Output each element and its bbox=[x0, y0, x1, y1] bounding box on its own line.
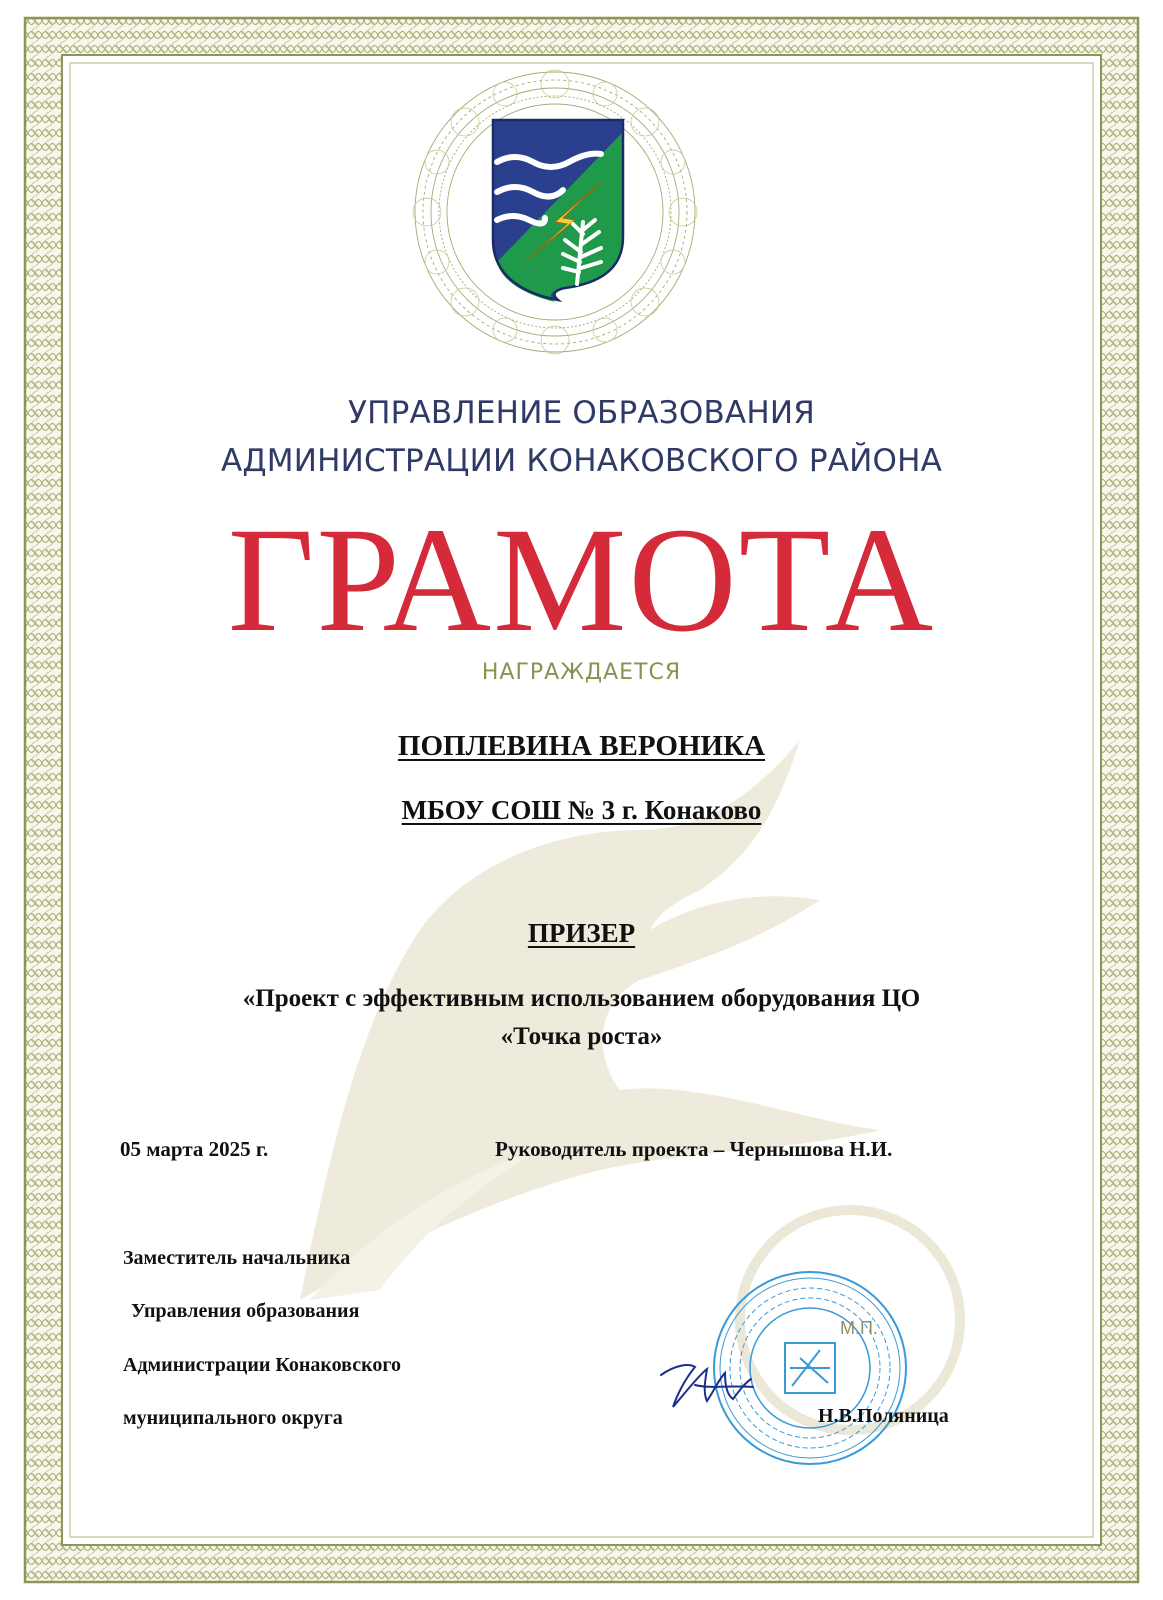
recipient-school-line bbox=[0, 795, 1163, 826]
seal-mark: М.П. bbox=[840, 1318, 878, 1338]
nomination-line-1: «Проект с эффективным использованием оборудования ЦО bbox=[242, 985, 921, 1012]
signatory-title-line-2: Управления образования bbox=[131, 1300, 360, 1322]
project-leader: Руководитель проекта – Чернышова Н.И. bbox=[495, 1137, 893, 1161]
recipient-name: ПОПЛЕВИНА ВЕРОНИКА bbox=[397, 730, 766, 762]
organization-line-1: УПРАВЛЕНИЕ ОБРАЗОВАНИЯ bbox=[348, 395, 815, 431]
signatory-title-line-4: муниципального округа bbox=[123, 1407, 343, 1429]
nomination-line-2: «Точка роста» bbox=[500, 1023, 663, 1050]
recipient-school: МБОУ СОШ № 3 г. Конаково bbox=[401, 795, 762, 825]
award-rank-line bbox=[0, 918, 1163, 949]
konakovo-coat-of-arms-icon bbox=[405, 62, 705, 362]
emblem-rosette bbox=[405, 62, 705, 362]
organization-line-2: АДМИНИСТРАЦИИ КОНАКОВСКОГО РАЙОНА bbox=[220, 443, 943, 479]
signatory-title-line-1: Заместитель начальника bbox=[123, 1247, 351, 1269]
award-date: 05 марта 2025 г. bbox=[120, 1137, 269, 1161]
signatory-title-line-3: Администрации Конаковского bbox=[123, 1354, 401, 1376]
awarded-label: НАГРАЖДАЕТСЯ bbox=[481, 660, 682, 685]
certificate-title: ГРАМОТА bbox=[227, 497, 936, 663]
handwritten-signature bbox=[655, 1345, 765, 1415]
recipient-name-line bbox=[0, 730, 1163, 763]
award-rank: ПРИЗЕР bbox=[527, 918, 636, 948]
signatory-name: Н.В.Поляница bbox=[818, 1405, 949, 1427]
